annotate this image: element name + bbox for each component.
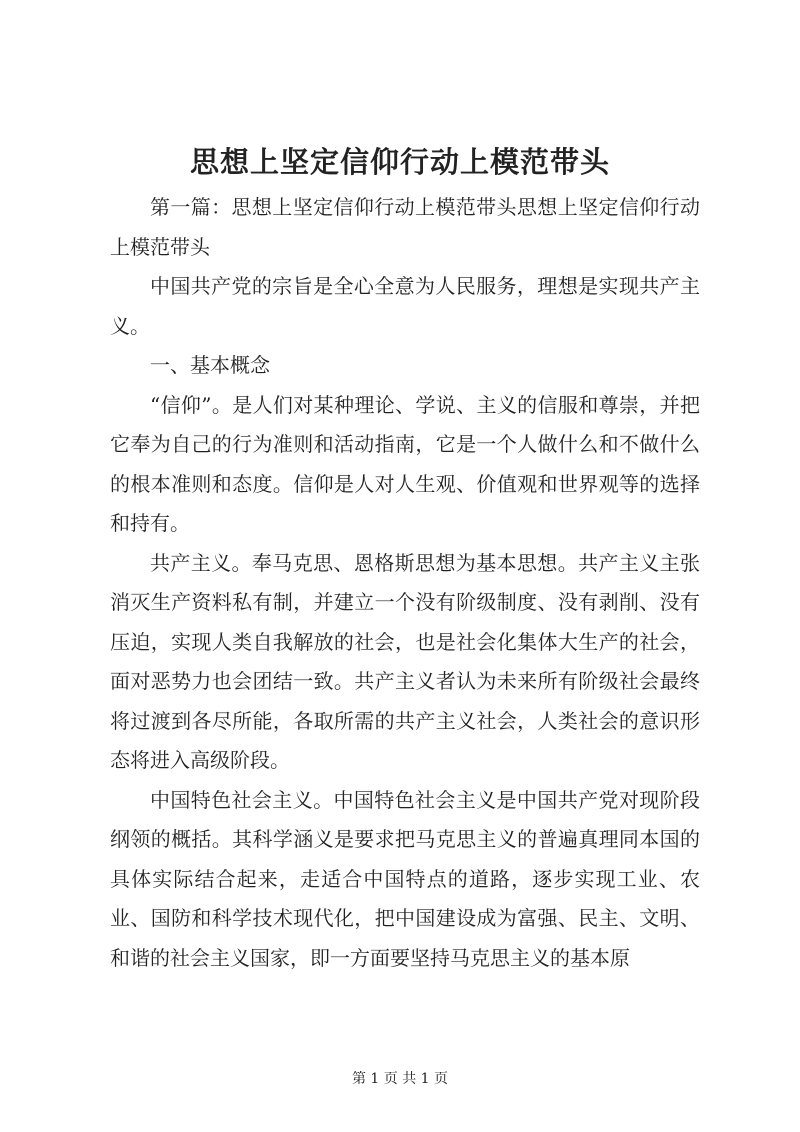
paragraph: 共产主义。奉马克思、恩格斯思想为基本思想。共产主义主张消灭生产资料私有制，并建立一个没有阶级制度、没有剥削、没有压迫，实现人类自我解放的社会，也是社会化集体大生产的社会，面对恶势力也会团结一致。共产主义者认为未来所有阶级社会最终将过渡到各尽所能，各取所需的共产主义社会，人类社会的意识形态将进入高级阶段。 xyxy=(110,550,700,772)
paragraph: 中国特色社会主义。中国特色社会主义是中国共产党对现阶段纲领的概括。其科学涵义是要求把马克思主义的普遍真理同本国的具体实际结合起来，走适合中国特点的道路，逐步实现工业、农业、国防和科学技术现代化，把中国建设成为富强、民主、文明、和谐的社会主义国家，即一方面要坚持马克思主义的基本原 xyxy=(110,787,700,970)
paragraph: “信仰”。是人们对某种理论、学说、主义的信服和尊崇，并把它奉为自己的行为准则和活动指南，它是一个人做什么和不做什么的根本准则和态度。信仰是人对人生观、价值观和世界观等的选择和持有。 xyxy=(110,392,700,535)
paragraph-heading: 第一篇：思想上坚定信仰行动上模范带头思想上坚定信仰行动上模范带头 xyxy=(110,195,700,259)
page-footer: 第 1 页 共 1 页 xyxy=(351,1071,449,1087)
document-title: 思想上坚定信仰行动上模范带头 xyxy=(189,145,610,179)
document-body xyxy=(110,188,700,978)
section-heading: 一、基本概念 xyxy=(150,353,270,377)
paragraph: 中国共产党的宗旨是全心全意为人民服务，理想是实现共产主义。 xyxy=(110,274,700,338)
